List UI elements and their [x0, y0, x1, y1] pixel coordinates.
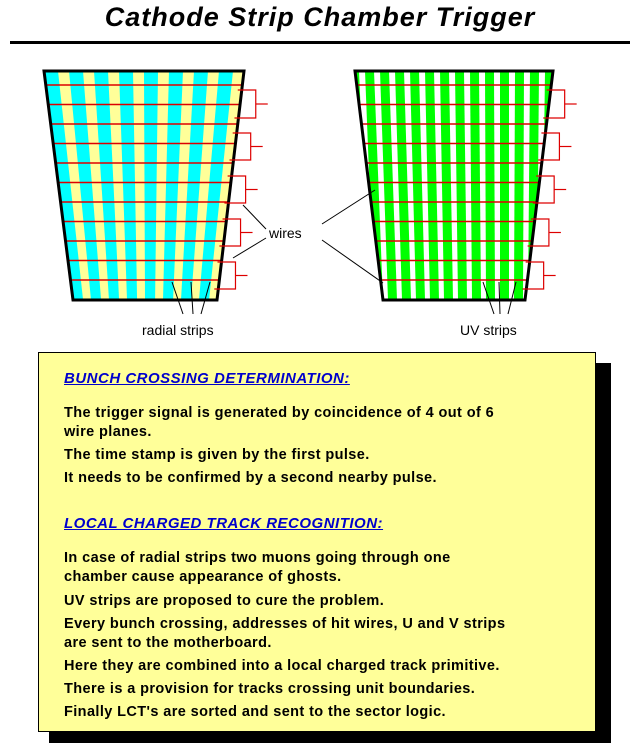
local-track-line: chamber cause appearance of ghosts. [64, 569, 342, 585]
bunch-crossing-line: It needs to be confirmed by a second nearby pulse. [64, 470, 437, 486]
uv-strip-chamber [320, 71, 584, 300]
chamber-diagram [0, 0, 640, 350]
uv-strips-label: UV strips [460, 322, 517, 338]
wires-pointers [233, 190, 383, 283]
bunch-crossing-line: The trigger signal is generated by coincidence of 4 out of 6 [64, 405, 495, 421]
bunch-crossing-line: wire planes. [64, 424, 152, 440]
trigger-description-box [38, 352, 596, 732]
wires-label: wires [269, 225, 302, 241]
local-track-heading: LOCAL CHARGED TRACK RECOGNITION: [64, 515, 384, 532]
uv-strip [500, 71, 509, 300]
uv-strip [556, 71, 569, 300]
uv-strip [485, 71, 495, 300]
uv-strip [570, 71, 584, 300]
local-track-line: UV strips are proposed to cure the problem. [64, 593, 385, 609]
bunch-crossing-line: The time stamp is given by the first pulse. [64, 447, 370, 463]
uv-strip [514, 71, 524, 300]
uv-strip [320, 71, 341, 300]
radial-strips-label: radial strips [142, 322, 214, 338]
uv-strip [335, 71, 355, 300]
local-track-line: Here they are combined into a local charged track primitive. [64, 658, 500, 674]
page-title: Cathode Strip Chamber Trigger [104, 2, 536, 32]
radial-strip-chamber [40, 71, 250, 300]
bunch-crossing-heading: BUNCH CROSSING DETERMINATION: [64, 370, 350, 387]
local-track-line: There is a provision for tracks crossing unit boundaries. [64, 681, 476, 697]
local-track-line: Finally LCT's are sorted and sent to the sector logic. [64, 704, 446, 720]
local-track-line: Every bunch crossing, addresses of hit wires, U and V strips [64, 616, 506, 632]
local-track-line: In case of radial strips two muons going through one [64, 550, 451, 566]
local-track-line: are sent to the motherboard. [64, 635, 272, 651]
